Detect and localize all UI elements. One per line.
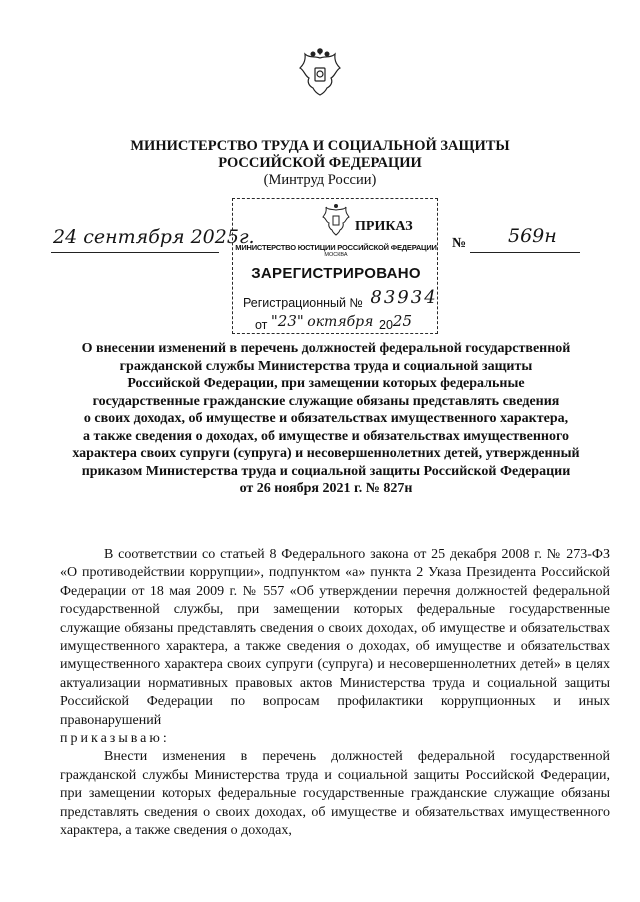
document-body xyxy=(60,546,610,841)
stamp-year-prefix: 20 xyxy=(379,318,393,332)
title-line: О внесении изменений в перечень должностей федеральной государственной xyxy=(81,341,571,356)
title-line: от 26 ноября 2021 г. № 827н xyxy=(239,481,413,496)
document-title xyxy=(46,340,606,498)
registration-stamp xyxy=(232,198,438,334)
title-line: приказом Министерства труда и социальной защиты Российской Федерации xyxy=(81,463,571,479)
stamp-emblem-icon xyxy=(321,203,351,237)
order-date: 24 сентября 2025г. xyxy=(53,226,255,248)
body-command: приказываю: xyxy=(60,731,170,747)
ministry-name-line2: РОССИЙСКОЙ ФЕДЕРАЦИИ xyxy=(218,155,422,171)
title-line: характера своих супруги (супруга) и несовершеннолетних детей, утвержденный xyxy=(72,446,580,461)
title-line: о своих доходах, об имуществе и обязательствах имущественного характера, xyxy=(83,411,569,426)
stamp-registration-number-label: Регистрационный № xyxy=(243,296,363,310)
stamp-registration-month: октября xyxy=(307,314,374,330)
stamp-year-suffix: 25 xyxy=(392,312,412,330)
stamp-registration-year xyxy=(379,312,412,333)
stamp-registered-label: ЗАРЕГИСТРИРОВАНО xyxy=(251,265,421,282)
order-number-label: № xyxy=(452,236,467,251)
stamp-date-label: от xyxy=(255,318,268,332)
stamp-city: МОСКВА xyxy=(324,252,348,258)
order-number: 569н xyxy=(508,225,557,247)
stamp-order-word: ПРИКАЗ xyxy=(355,219,413,234)
ministry-name-line1: МИНИСТЕРСТВО ТРУДА И СОЦИАЛЬНОЙ ЗАЩИТЫ xyxy=(130,138,510,154)
body-paragraph-legal-basis: В соответствии со статьей 8 Федерального закона от 25 декабря 2008 г. № 273-ФЗ «О противодействии коррупции», подпунктом «а» пункта 2 Указа Президента Российской Федерации от 18 мая 2009 г. № 557 «Об утверждении перечня должностей федеральной государственной службы, при замещении которых федеральные государственные служащие обязаны представлять сведения о своих доходах, об имуществе и обязательствах имущественного характера, а также сведения о доходах, об имуществе и обязательствах имущественного характера своих супруги (супруга) и несовершеннолетних детей» в целях актуализации нормативных правовых актов Министерства труда и социальной защиты Российской Федерации по вопросам профилактики коррупционных и иных правонарушений xyxy=(60,547,610,728)
stamp-registration-number-row xyxy=(243,287,438,312)
body-paragraph-changes: Внести изменения в перечень должностей федеральной государственной гражданской службы Министерства труда и социальной защиты Российской Федерации, при замещении которых федеральные государственные гражданские служащие обязаны представлять сведения о своих доходах, об имуществе и обязательствах имущественного характера, а также сведения о доходах, xyxy=(60,749,610,839)
date-underline xyxy=(51,252,219,253)
stamp-registration-day: "23" xyxy=(270,312,304,330)
ministry-short-name: (Минтруд России) xyxy=(263,172,377,188)
number-underline xyxy=(470,252,580,253)
title-line: гражданской службы Министерства труда и социальной защиты xyxy=(119,358,533,374)
title-line: государственные гражданские служащие обязаны представлять сведения xyxy=(92,393,560,409)
title-line: Российской Федерации, при замещении которых федеральные xyxy=(127,376,525,391)
stamp-registration-number: 83934 xyxy=(370,287,438,308)
title-line: а также сведения о доходах, об имуществе и обязательствах имущественного xyxy=(82,428,570,444)
stamp-ministry-of-justice: МИНИСТЕРСТВО ЮСТИЦИИ РОССИЙСКОЙ ФЕДЕРАЦИИ xyxy=(235,243,437,252)
stamp-registration-date-row xyxy=(255,312,374,333)
coat-of-arms-emblem xyxy=(297,48,343,98)
